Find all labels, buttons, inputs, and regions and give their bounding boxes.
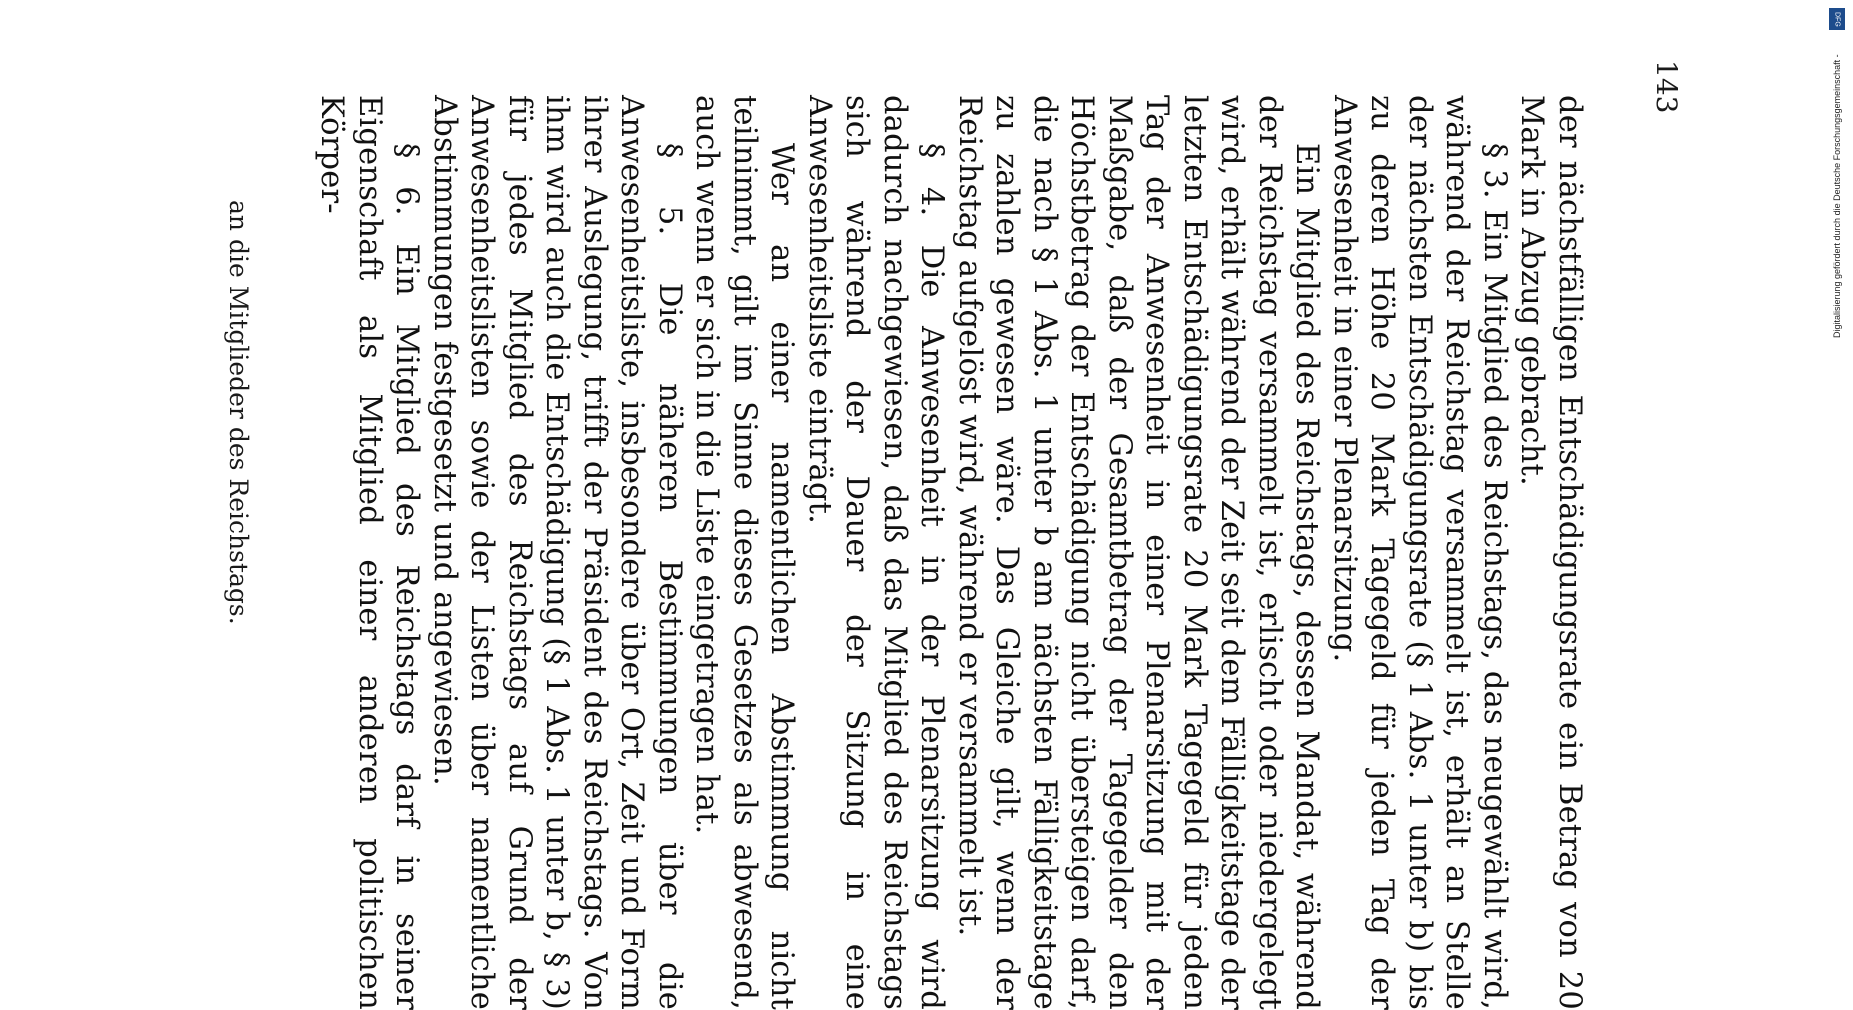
paragraph-section-3: § 3. Ein Mitglied des Reichstags, das neugewählt wird, während der Reichstag versammelt ist, erhält an Stelle der nächsten Entschädigungsrate (§ 1 Abs. 1 unter b) bis zu deren Höhe 20 Mark Tagegeld für jeden Tag der Anwesenheit in einer Plenarsitzung. [1327, 95, 1512, 1010]
page-number: 143 [1650, 60, 1683, 114]
paragraph-section-6: § 6. Ein Mitglied des Reichstags darf in seiner Eigenschaft als Mitglied einer anderen politischen Körper- [314, 95, 425, 1010]
body-text [313, 95, 1588, 1010]
running-head [213, 200, 253, 920]
paragraph-voting: Wer an einer namentlichen Abstimmung nicht teilnimmt, gilt im Sinne dieses Gesetzes als abwesend, auch wenn er sich in die Liste eingetragen hat. [689, 95, 800, 1010]
paragraph-section-4: § 4. Die Anwesenheit in der Plenarsitzung wird dadurch nachgewiesen, daß das Mitglied des Reichstags sich während der Dauer der Sitzung in eine Anwesenheitsliste einträgt. [802, 95, 950, 1010]
digitization-note [1828, 8, 1846, 338]
running-head-title: an die Mitglieder des Reichstags. [224, 200, 253, 625]
digitization-note-text: Digitalisierung gefördert durch die Deutsche Forschungsgemeinschaft - [1832, 54, 1842, 338]
dfg-logo: DFG [1829, 8, 1845, 30]
paragraph-mandate: Ein Mitglied des Reichstags, dessen Mandat, während der Reichstag versammelt ist, erlischt oder niedergelegt wird, erhält während der Zeit seit dem Fälligkeitstage der letzten Entschädigungsrate 20 Mark Tagegeld für jeden Tag der Anwesenheit in einer Plenarsitzung mit der Maßgabe, daß der Gesamtbetrag der Tagegelder den Höchstbetrag der Entschädigung nicht übersteigen darf, die nach § 1 Abs. 1 unter b am nächsten Fälligkeitstage zu zahlen gewesen wäre. Das Gleiche gilt, wenn der Reichstag aufgelöst wird, während er versammelt ist. [952, 95, 1325, 1010]
paragraph-1: der nächstfälligen Entschädigungsrate ein Betrag von 20 Mark in Abzug gebracht. [1514, 95, 1587, 1010]
paragraph-section-5: § 5. Die näheren Bestimmungen über die Anwesenheitsliste, insbesondere über Ort, Zeit und Form ihrer Auslegung, trifft der Präsident des Reichstags. Von ihm wird auch die Entschädigung (§ 1 Abs. 1 unter b, § 3) für jedes Mitglied des Reichstags auf Grund der Anwesenheitslisten sowie der Listen über namentliche Abstimmungen festgesetzt und angewiesen. [427, 95, 687, 1010]
